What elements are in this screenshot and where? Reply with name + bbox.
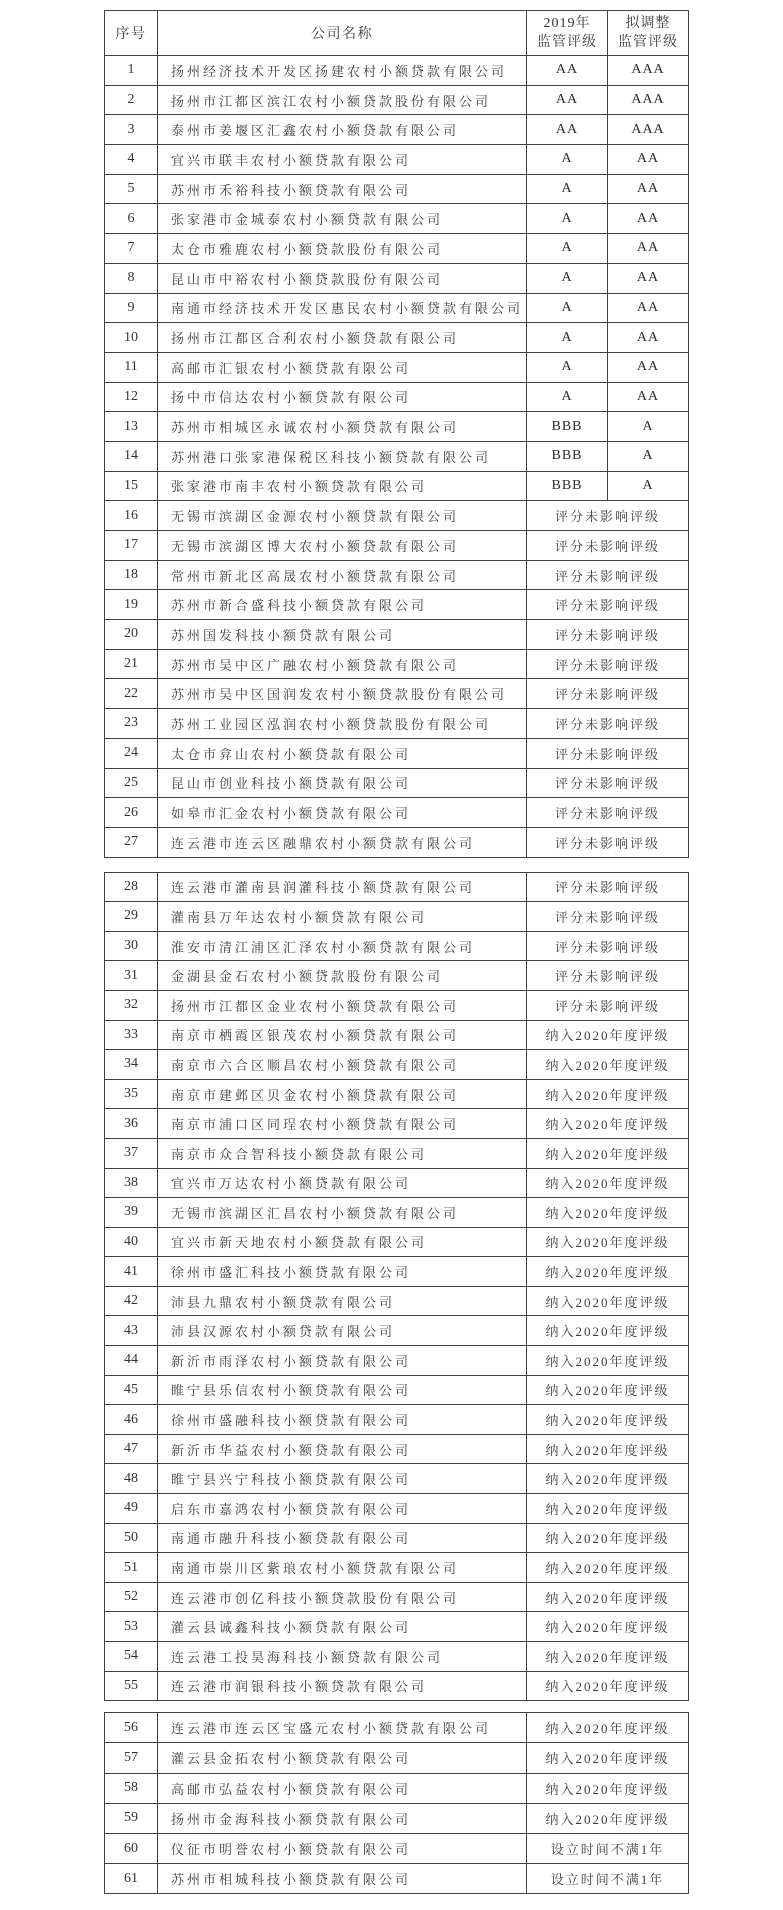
- rating-note-cell: 纳入2020年度评级: [527, 1079, 689, 1109]
- table-row: [105, 1050, 689, 1080]
- serial-number-cell: 15: [105, 471, 158, 501]
- rating-note-cell: 设立时间不满1年: [527, 1833, 689, 1863]
- table-row: [105, 1109, 689, 1139]
- table-row: [105, 1671, 689, 1701]
- serial-number-cell: 55: [105, 1671, 158, 1701]
- rating-adjusted-cell: A: [608, 471, 689, 501]
- table-row: [105, 1553, 689, 1583]
- rating-2019-cell: A: [527, 174, 608, 204]
- company-name-cell: 南通市融升科技小额贷款有限公司: [158, 1523, 527, 1553]
- serial-number-cell: 37: [105, 1138, 158, 1168]
- company-name-cell: 金湖县金石农村小额贷款股份有限公司: [158, 961, 527, 991]
- rating-2019-cell: A: [527, 204, 608, 234]
- table-body-section-3: [105, 1713, 689, 1894]
- table-row: [105, 738, 689, 768]
- table-row: [105, 293, 689, 323]
- table-row: [105, 961, 689, 991]
- company-name-cell: 苏州市新合盛科技小额贷款有限公司: [158, 590, 527, 620]
- company-name-cell: 无锡市滨湖区金源农村小额贷款有限公司: [158, 501, 527, 531]
- rating-note-cell: 纳入2020年度评级: [527, 1743, 689, 1773]
- table-row: [105, 590, 689, 620]
- serial-number-cell: 40: [105, 1227, 158, 1257]
- serial-number-cell: 8: [105, 263, 158, 293]
- company-name-cell: 仪征市明誉农村小额贷款有限公司: [158, 1833, 527, 1863]
- rating-note-cell: 纳入2020年度评级: [527, 1553, 689, 1583]
- company-name-cell: 苏州市吴中区国润发农村小额贷款股份有限公司: [158, 679, 527, 709]
- serial-number-cell: 17: [105, 531, 158, 561]
- rating-2019-cell: BBB: [527, 471, 608, 501]
- company-name-cell: 南京市众合智科技小额贷款有限公司: [158, 1138, 527, 1168]
- company-name-cell: 苏州港口张家港保税区科技小额贷款有限公司: [158, 441, 527, 471]
- company-name-cell: 张家港市南丰农村小额贷款有限公司: [158, 471, 527, 501]
- table-body-section-1: [105, 56, 689, 858]
- serial-number-cell: 34: [105, 1050, 158, 1080]
- serial-number-cell: 44: [105, 1346, 158, 1376]
- serial-number-cell: 28: [105, 872, 158, 902]
- table-row: [105, 1612, 689, 1642]
- rating-note-cell: 纳入2020年度评级: [527, 1523, 689, 1553]
- table-row: [105, 1227, 689, 1257]
- table-row: [105, 204, 689, 234]
- serial-number-cell: 50: [105, 1523, 158, 1553]
- company-name-cell: 苏州市禾裕科技小额贷款有限公司: [158, 174, 527, 204]
- serial-number-cell: 11: [105, 352, 158, 382]
- serial-number-cell: 61: [105, 1864, 158, 1894]
- company-name-cell: 宜兴市联丰农村小额贷款有限公司: [158, 145, 527, 175]
- company-name-cell: 南京市建邺区贝金农村小额贷款有限公司: [158, 1079, 527, 1109]
- rating-note-cell: 评分未影响评级: [527, 560, 689, 590]
- table-row: [105, 768, 689, 798]
- rating-note-cell: 评分未影响评级: [527, 590, 689, 620]
- table-row: [105, 872, 689, 902]
- table-row: [105, 471, 689, 501]
- table-row: [105, 620, 689, 650]
- rating-note-cell: 评分未影响评级: [527, 649, 689, 679]
- rating-note-cell: 纳入2020年度评级: [527, 1494, 689, 1524]
- rating-adjusted-cell: AA: [608, 352, 689, 382]
- serial-number-cell: 57: [105, 1743, 158, 1773]
- company-name-cell: 扬州市金海科技小额贷款有限公司: [158, 1803, 527, 1833]
- header-adjusted-rating-line1: 拟调整: [625, 16, 671, 31]
- rating-adjusted-cell: AA: [608, 234, 689, 264]
- serial-number-cell: 30: [105, 931, 158, 961]
- serial-number-cell: 39: [105, 1198, 158, 1228]
- table-row: [105, 115, 689, 145]
- rating-2019-cell: A: [527, 145, 608, 175]
- serial-number-cell: 43: [105, 1316, 158, 1346]
- serial-number-cell: 16: [105, 501, 158, 531]
- rating-adjusted-cell: AA: [608, 293, 689, 323]
- serial-number-cell: 3: [105, 115, 158, 145]
- serial-number-cell: 27: [105, 827, 158, 857]
- rating-note-cell: 纳入2020年度评级: [527, 1434, 689, 1464]
- rating-note-cell: 评分未影响评级: [527, 931, 689, 961]
- table-row: [105, 352, 689, 382]
- table-row: [105, 1375, 689, 1405]
- serial-number-cell: 33: [105, 1020, 158, 1050]
- company-name-cell: 灌云县诚鑫科技小额贷款有限公司: [158, 1612, 527, 1642]
- rating-note-cell: 评分未影响评级: [527, 679, 689, 709]
- rating-note-cell: 纳入2020年度评级: [527, 1612, 689, 1642]
- serial-number-cell: 23: [105, 709, 158, 739]
- serial-number-cell: 36: [105, 1109, 158, 1139]
- rating-adjusted-cell: AA: [608, 204, 689, 234]
- header-adjusted-rating: [608, 11, 689, 56]
- serial-number-cell: 46: [105, 1405, 158, 1435]
- rating-note-cell: 纳入2020年度评级: [527, 1316, 689, 1346]
- serial-number-cell: 31: [105, 961, 158, 991]
- rating-adjusted-cell: A: [608, 441, 689, 471]
- table-row: [105, 1803, 689, 1833]
- rating-adjusted-cell: AA: [608, 145, 689, 175]
- rating-note-cell: 纳入2020年度评级: [527, 1375, 689, 1405]
- table-row: [105, 412, 689, 442]
- document-page: [0, 10, 783, 1910]
- company-name-cell: 连云港市创亿科技小额贷款股份有限公司: [158, 1582, 527, 1612]
- rating-note-cell: 纳入2020年度评级: [527, 1582, 689, 1612]
- company-name-cell: 苏州市相城区永诚农村小额贷款有限公司: [158, 412, 527, 442]
- table-row: [105, 531, 689, 561]
- serial-number-cell: 42: [105, 1286, 158, 1316]
- company-name-cell: 沛县汉源农村小额贷款有限公司: [158, 1316, 527, 1346]
- table-row: [105, 174, 689, 204]
- company-name-cell: 如皋市汇金农村小额贷款有限公司: [158, 798, 527, 828]
- rating-note-cell: 纳入2020年度评级: [527, 1168, 689, 1198]
- table-row: [105, 1582, 689, 1612]
- rating-note-cell: 评分未影响评级: [527, 961, 689, 991]
- table-row: [105, 709, 689, 739]
- serial-number-cell: 56: [105, 1713, 158, 1743]
- serial-number-cell: 45: [105, 1375, 158, 1405]
- serial-number-cell: 2: [105, 85, 158, 115]
- table-row: [105, 1494, 689, 1524]
- table-row: [105, 679, 689, 709]
- company-name-cell: 苏州市相城科技小额贷款有限公司: [158, 1864, 527, 1894]
- rating-2019-cell: AA: [527, 56, 608, 86]
- serial-number-cell: 14: [105, 441, 158, 471]
- company-name-cell: 南京市栖霞区银茂农村小额贷款有限公司: [158, 1020, 527, 1050]
- rating-note-cell: 评分未影响评级: [527, 531, 689, 561]
- company-name-cell: 徐州市盛融科技小额贷款有限公司: [158, 1405, 527, 1435]
- serial-number-cell: 32: [105, 990, 158, 1020]
- rating-2019-cell: AA: [527, 115, 608, 145]
- company-name-cell: 无锡市滨湖区汇昌农村小额贷款有限公司: [158, 1198, 527, 1228]
- header-serial-number: 序号: [105, 11, 158, 56]
- table-row: [105, 145, 689, 175]
- table-row: [105, 85, 689, 115]
- header-2019-rating-line2: 监管评级: [537, 35, 597, 50]
- company-name-cell: 宜兴市万达农村小额贷款有限公司: [158, 1168, 527, 1198]
- table-row: [105, 649, 689, 679]
- rating-adjusted-cell: AA: [608, 323, 689, 353]
- table-row: [105, 1773, 689, 1803]
- serial-number-cell: 51: [105, 1553, 158, 1583]
- serial-number-cell: 26: [105, 798, 158, 828]
- company-name-cell: 扬中市信达农村小额贷款有限公司: [158, 382, 527, 412]
- table-row: [105, 1138, 689, 1168]
- serial-number-cell: 25: [105, 768, 158, 798]
- company-name-cell: 灌南县万年达农村小额贷款有限公司: [158, 902, 527, 932]
- company-name-cell: 昆山市创业科技小额贷款有限公司: [158, 768, 527, 798]
- rating-note-cell: 评分未影响评级: [527, 709, 689, 739]
- serial-number-cell: 54: [105, 1642, 158, 1672]
- serial-number-cell: 60: [105, 1833, 158, 1863]
- table-row: [105, 1464, 689, 1494]
- rating-note-cell: 评分未影响评级: [527, 768, 689, 798]
- rating-note-cell: 纳入2020年度评级: [527, 1803, 689, 1833]
- header-2019-rating-line1: 2019年: [543, 16, 591, 31]
- company-name-cell: 徐州市盛汇科技小额贷款有限公司: [158, 1257, 527, 1287]
- rating-2019-cell: A: [527, 323, 608, 353]
- rating-note-cell: 纳入2020年度评级: [527, 1050, 689, 1080]
- company-name-cell: 无锡市滨湖区博大农村小额贷款有限公司: [158, 531, 527, 561]
- rating-adjusted-cell: AA: [608, 263, 689, 293]
- company-name-cell: 南京市浦口区同珵农村小额贷款有限公司: [158, 1109, 527, 1139]
- company-name-cell: 扬州经济技术开发区扬建农村小额贷款有限公司: [158, 56, 527, 86]
- rating-note-cell: 纳入2020年度评级: [527, 1227, 689, 1257]
- table-row: [105, 501, 689, 531]
- rating-note-cell: 纳入2020年度评级: [527, 1138, 689, 1168]
- table-row: [105, 1642, 689, 1672]
- company-name-cell: 南京市六合区顺昌农村小额贷款有限公司: [158, 1050, 527, 1080]
- rating-adjusted-cell: AA: [608, 174, 689, 204]
- company-name-cell: 连云港市连云区宝盛元农村小额贷款有限公司: [158, 1713, 527, 1743]
- table-row: [105, 234, 689, 264]
- table-row: [105, 827, 689, 857]
- serial-number-cell: 53: [105, 1612, 158, 1642]
- rating-2019-cell: AA: [527, 85, 608, 115]
- company-name-cell: 睢宁县兴宁科技小额贷款有限公司: [158, 1464, 527, 1494]
- serial-number-cell: 47: [105, 1434, 158, 1464]
- company-name-cell: 苏州市吴中区广融农村小额贷款有限公司: [158, 649, 527, 679]
- serial-number-cell: 22: [105, 679, 158, 709]
- company-name-cell: 昆山市中裕农村小额贷款股份有限公司: [158, 263, 527, 293]
- table-row: [105, 1713, 689, 1743]
- rating-note-cell: 纳入2020年度评级: [527, 1198, 689, 1228]
- rating-note-cell: 纳入2020年度评级: [527, 1773, 689, 1803]
- table-row: [105, 1434, 689, 1464]
- company-name-cell: 苏州工业园区泓润农村小额贷款股份有限公司: [158, 709, 527, 739]
- company-name-cell: 淮安市清江浦区汇泽农村小额贷款有限公司: [158, 931, 527, 961]
- rating-note-cell: 纳入2020年度评级: [527, 1671, 689, 1701]
- rating-note-cell: 纳入2020年度评级: [527, 1713, 689, 1743]
- rating-note-cell: 评分未影响评级: [527, 501, 689, 531]
- company-name-cell: 南通市崇川区紫琅农村小额贷款有限公司: [158, 1553, 527, 1583]
- header-2019-rating: [527, 11, 608, 56]
- serial-number-cell: 18: [105, 560, 158, 590]
- company-name-cell: 扬州市江都区滨江农村小额贷款股份有限公司: [158, 85, 527, 115]
- table-row: [105, 798, 689, 828]
- company-name-cell: 连云港市润银科技小额贷款有限公司: [158, 1671, 527, 1701]
- table-row: [105, 1168, 689, 1198]
- serial-number-cell: 48: [105, 1464, 158, 1494]
- company-name-cell: 宜兴市新天地农村小额贷款有限公司: [158, 1227, 527, 1257]
- serial-number-cell: 10: [105, 323, 158, 353]
- rating-note-cell: 评分未影响评级: [527, 872, 689, 902]
- serial-number-cell: 59: [105, 1803, 158, 1833]
- table-row: [105, 382, 689, 412]
- rating-note-cell: 评分未影响评级: [527, 620, 689, 650]
- rating-2019-cell: A: [527, 352, 608, 382]
- serial-number-cell: 49: [105, 1494, 158, 1524]
- serial-number-cell: 52: [105, 1582, 158, 1612]
- company-name-cell: 太仓市雅鹿农村小额贷款股份有限公司: [158, 234, 527, 264]
- rating-note-cell: 评分未影响评级: [527, 827, 689, 857]
- rating-note-cell: 设立时间不满1年: [527, 1864, 689, 1894]
- rating-2019-cell: A: [527, 234, 608, 264]
- table-row: [105, 1198, 689, 1228]
- serial-number-cell: 12: [105, 382, 158, 412]
- rating-note-cell: 纳入2020年度评级: [527, 1642, 689, 1672]
- serial-number-cell: 38: [105, 1168, 158, 1198]
- serial-number-cell: 19: [105, 590, 158, 620]
- rating-adjusted-cell: AAA: [608, 56, 689, 86]
- company-name-cell: 太仓市弇山农村小额贷款有限公司: [158, 738, 527, 768]
- company-name-cell: 沛县九鼎农村小额贷款有限公司: [158, 1286, 527, 1316]
- table-row: [105, 1079, 689, 1109]
- rating-note-cell: 纳入2020年度评级: [527, 1346, 689, 1376]
- rating-note-cell: 评分未影响评级: [527, 990, 689, 1020]
- company-name-cell: 高邮市弘益农村小额贷款有限公司: [158, 1773, 527, 1803]
- table-row: [105, 1286, 689, 1316]
- company-name-cell: 连云港工投昊海科技小额贷款有限公司: [158, 1642, 527, 1672]
- serial-number-cell: 1: [105, 56, 158, 86]
- company-name-cell: 新沂市雨泽农村小额贷款有限公司: [158, 1346, 527, 1376]
- serial-number-cell: 4: [105, 145, 158, 175]
- table-row: [105, 931, 689, 961]
- rating-note-cell: 纳入2020年度评级: [527, 1109, 689, 1139]
- table-row: [105, 56, 689, 86]
- table-row: [105, 1864, 689, 1894]
- company-name-cell: 启东市嘉鸿农村小额贷款有限公司: [158, 1494, 527, 1524]
- serial-number-cell: 24: [105, 738, 158, 768]
- rating-note-cell: 纳入2020年度评级: [527, 1020, 689, 1050]
- rating-note-cell: 纳入2020年度评级: [527, 1464, 689, 1494]
- table-row: [105, 560, 689, 590]
- serial-number-cell: 21: [105, 649, 158, 679]
- table-row: [105, 323, 689, 353]
- company-name-cell: 苏州国发科技小额贷款有限公司: [158, 620, 527, 650]
- rating-note-cell: 纳入2020年度评级: [527, 1257, 689, 1287]
- company-name-cell: 连云港市连云区融鼎农村小额贷款有限公司: [158, 827, 527, 857]
- rating-table-section-1: [104, 10, 689, 858]
- company-name-cell: 扬州市江都区合利农村小额贷款有限公司: [158, 323, 527, 353]
- rating-2019-cell: A: [527, 263, 608, 293]
- rating-adjusted-cell: AA: [608, 382, 689, 412]
- serial-number-cell: 35: [105, 1079, 158, 1109]
- rating-note-cell: 纳入2020年度评级: [527, 1286, 689, 1316]
- rating-2019-cell: BBB: [527, 412, 608, 442]
- table-row: [105, 1523, 689, 1553]
- serial-number-cell: 5: [105, 174, 158, 204]
- rating-adjusted-cell: AAA: [608, 115, 689, 145]
- rating-note-cell: 评分未影响评级: [527, 798, 689, 828]
- company-name-cell: 灌云县金拓农村小额贷款有限公司: [158, 1743, 527, 1773]
- company-name-cell: 睢宁县乐信农村小额贷款有限公司: [158, 1375, 527, 1405]
- serial-number-cell: 29: [105, 902, 158, 932]
- company-name-cell: 高邮市汇银农村小额贷款有限公司: [158, 352, 527, 382]
- company-name-cell: 常州市新北区高晟农村小额贷款有限公司: [158, 560, 527, 590]
- company-name-cell: 泰州市姜堰区汇鑫农村小额贷款有限公司: [158, 115, 527, 145]
- company-name-cell: 南通市经济技术开发区惠民农村小额贷款有限公司: [158, 293, 527, 323]
- rating-2019-cell: A: [527, 293, 608, 323]
- table-row: [105, 990, 689, 1020]
- serial-number-cell: 6: [105, 204, 158, 234]
- table-row: [105, 1833, 689, 1863]
- table-row: [105, 902, 689, 932]
- serial-number-cell: 58: [105, 1773, 158, 1803]
- rating-2019-cell: A: [527, 382, 608, 412]
- table-row: [105, 1257, 689, 1287]
- rating-2019-cell: BBB: [527, 441, 608, 471]
- table-header-row: [105, 11, 689, 56]
- rating-adjusted-cell: A: [608, 412, 689, 442]
- table-row: [105, 1346, 689, 1376]
- serial-number-cell: 41: [105, 1257, 158, 1287]
- company-name-cell: 张家港市金城泰农村小额贷款有限公司: [158, 204, 527, 234]
- company-name-cell: 新沂市华益农村小额贷款有限公司: [158, 1434, 527, 1464]
- company-name-cell: 扬州市江都区金业农村小额贷款有限公司: [158, 990, 527, 1020]
- serial-number-cell: 20: [105, 620, 158, 650]
- table-body-section-2: [105, 872, 689, 1701]
- table-row: [105, 263, 689, 293]
- rating-note-cell: 评分未影响评级: [527, 902, 689, 932]
- serial-number-cell: 7: [105, 234, 158, 264]
- serial-number-cell: 9: [105, 293, 158, 323]
- table-row: [105, 1316, 689, 1346]
- table-row: [105, 1405, 689, 1435]
- table-row: [105, 441, 689, 471]
- rating-table-section-2: [104, 872, 689, 1702]
- rating-note-cell: 评分未影响评级: [527, 738, 689, 768]
- header-adjusted-rating-line2: 监管评级: [618, 35, 678, 50]
- header-company-name: 公司名称: [158, 11, 527, 56]
- rating-adjusted-cell: AAA: [608, 85, 689, 115]
- table-row: [105, 1743, 689, 1773]
- table-row: [105, 1020, 689, 1050]
- company-name-cell: 连云港市灌南县润灌科技小额贷款有限公司: [158, 872, 527, 902]
- rating-note-cell: 纳入2020年度评级: [527, 1405, 689, 1435]
- serial-number-cell: 13: [105, 412, 158, 442]
- rating-table-section-3: [104, 1712, 689, 1894]
